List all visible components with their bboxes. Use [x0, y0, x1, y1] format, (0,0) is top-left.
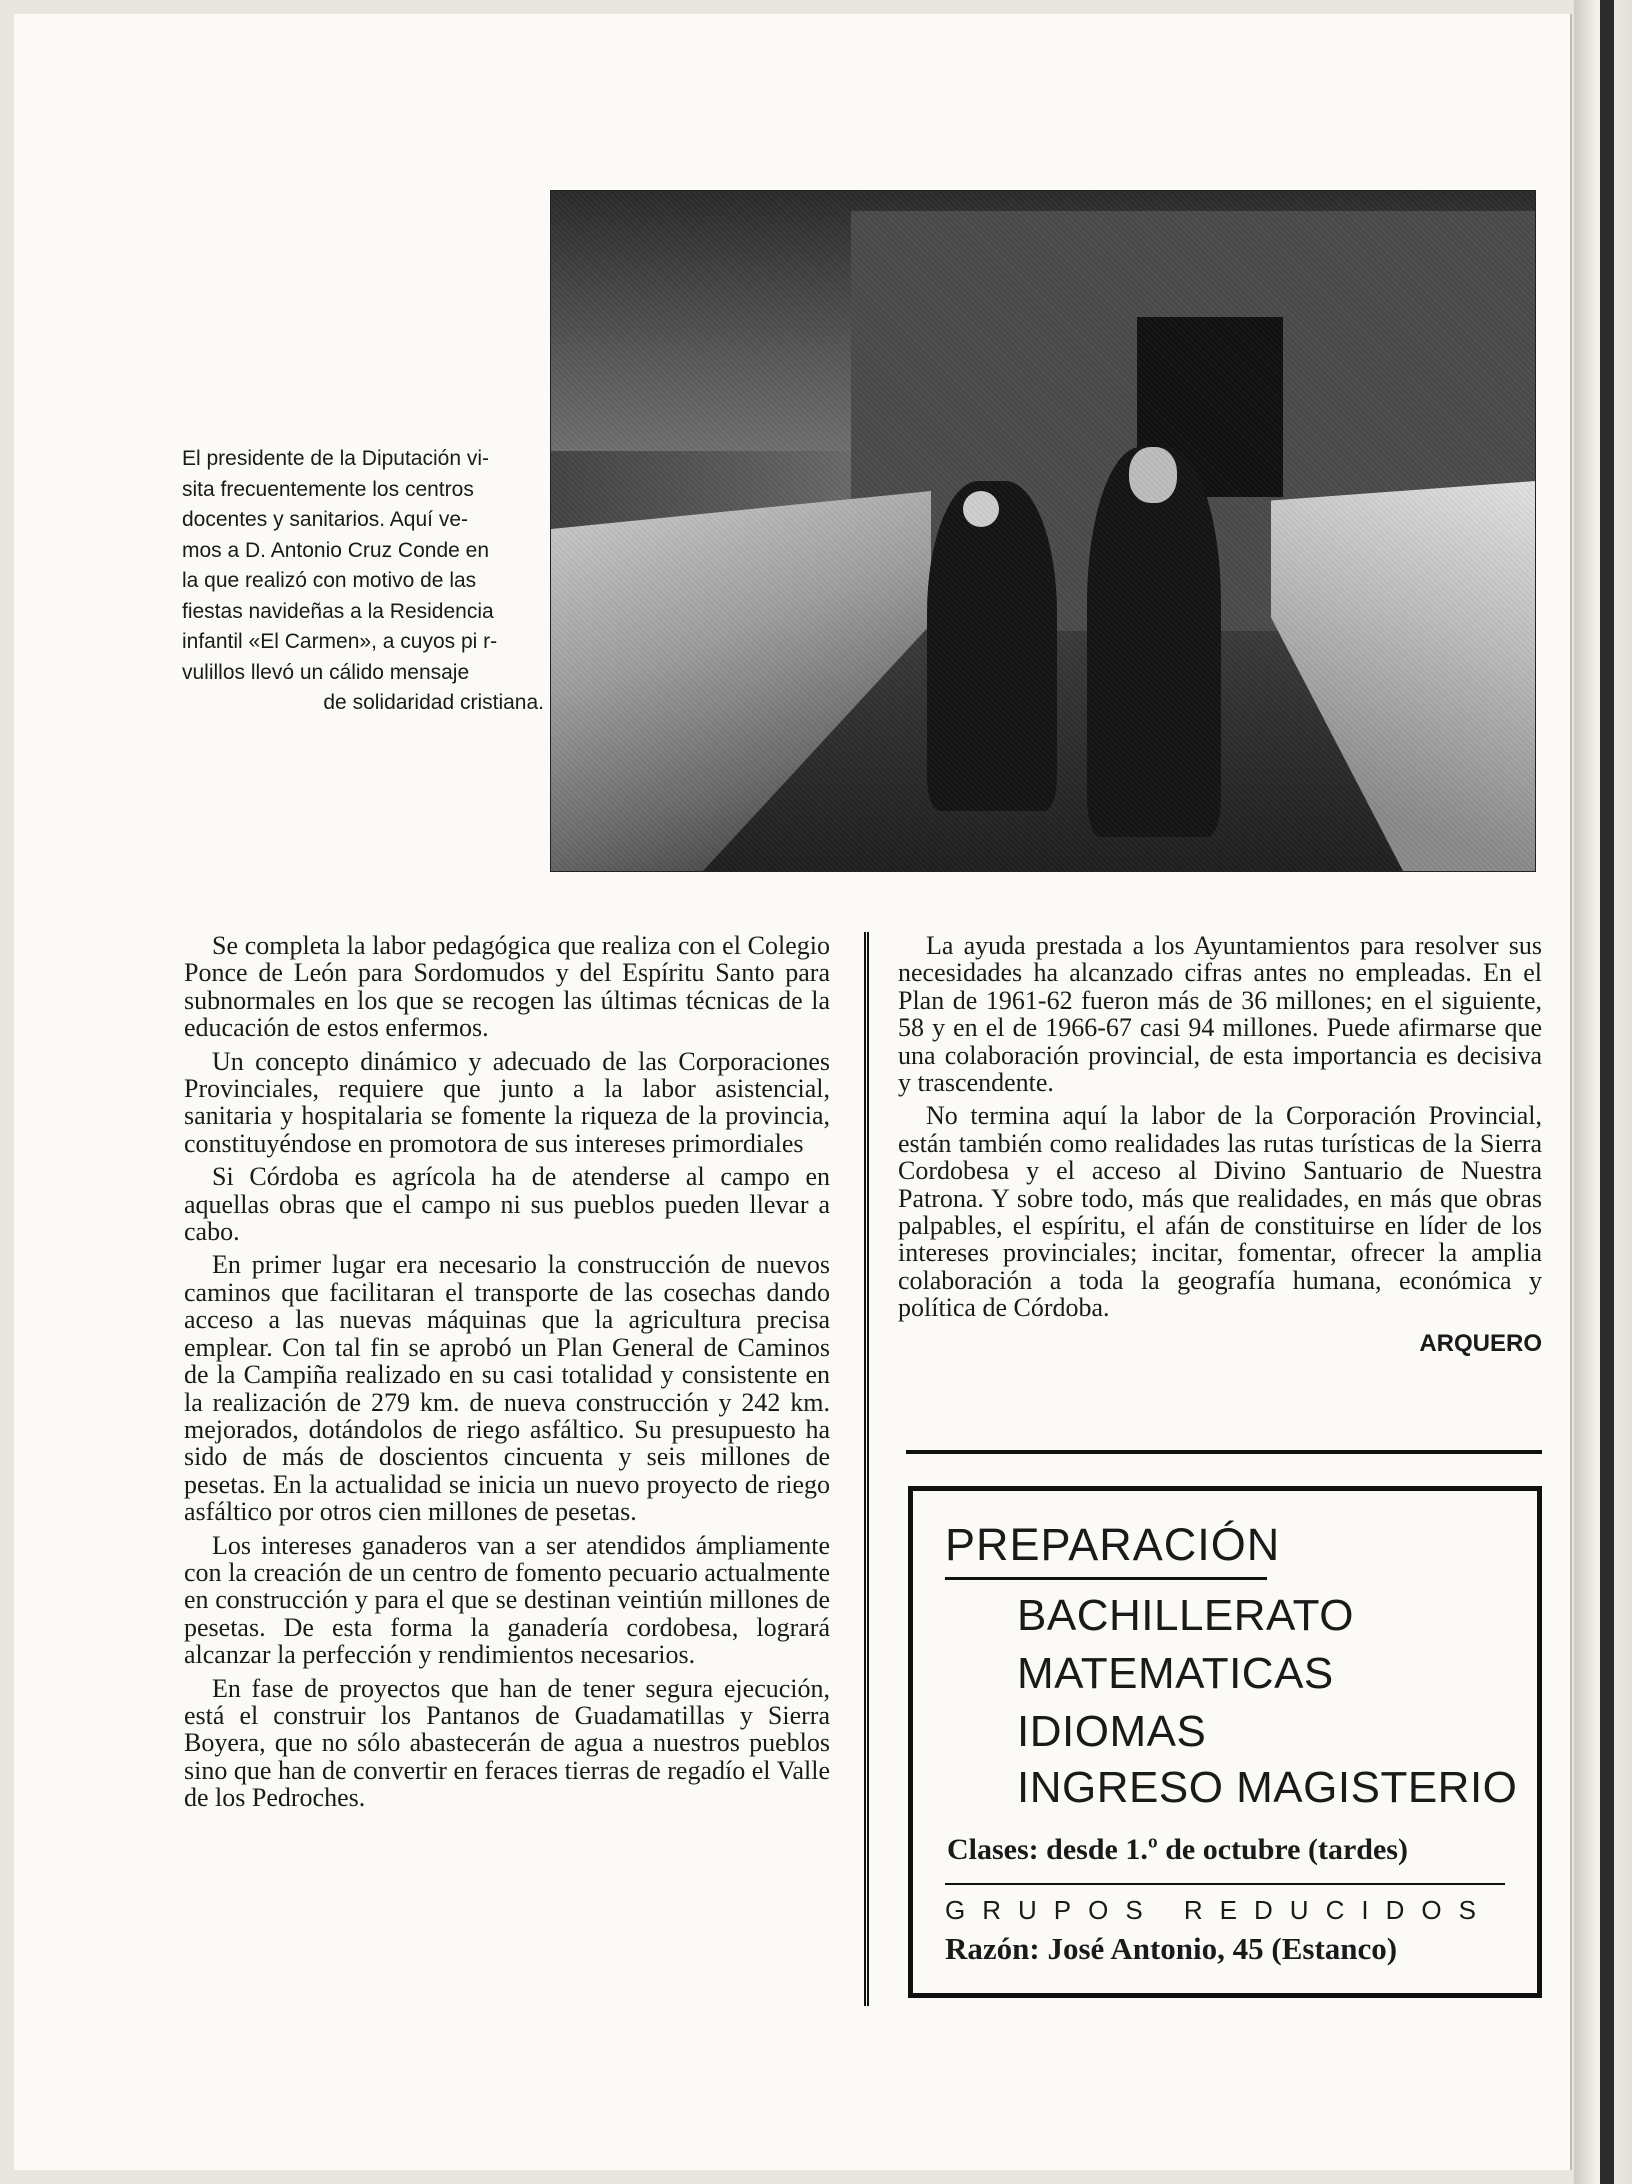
caption-line: fiestas navideñas a la Residencia [182, 599, 494, 623]
left-column [184, 932, 830, 1818]
paragraph: La ayuda prestada a los Ayuntamientos para resolver sus necesidades ha alcanzado cifras antes no empleadas. En el Plan de 1961-62 fueron más de 36 millones; en el siguiente, 58 y en el de 1966-67 casi 94 millones. Puede afirmarse que una colaboración provincial, de esta importancia es decisiva y trascendente. [898, 931, 1542, 1098]
right-column [898, 932, 1542, 1357]
ad-headline: PREPARACIÓN [945, 1519, 1281, 1570]
caption-line: sita frecuentemente los centros [182, 477, 474, 501]
magazine-page [14, 14, 1572, 2170]
ad-subject: IDIOMAS [1017, 1707, 1207, 1756]
caption-line: infantil «El Carmen», a cuyos pi r- [182, 630, 498, 653]
ad-subject: MATEMATICAS [1017, 1649, 1334, 1698]
caption-line: mos a D. Antonio Cruz Conde en [182, 538, 490, 562]
paragraph: En fase de proyectos que han de tener segura ejecución, está el construir los Pantanos de Guadamatillas y Sierra Boyera, que no sólo abastecerán de agua a nuestros pueblos sino que han de convertir en feraces tierras de regadío el Valle de los Pedroches. [184, 1673, 830, 1813]
ad-groups: GRUPOS REDUCIDOS [945, 1895, 1493, 1925]
caption-line: de solidaridad cristiana. [323, 691, 544, 714]
binding-shadow [1600, 0, 1614, 2184]
paragraph: Se completa la labor pedagógica que realiza con el Colegio Ponce de León para Sordomudos y del Espíritu Santo para subnormales en los que se recogen las últimas técnicas de la educación de estos enfermos. [184, 931, 830, 1043]
caption-line: la que realizó con motivo de las [182, 569, 477, 592]
caption-line: vulillos llevó un cálido mensaje [182, 660, 470, 684]
paragraph: Si Córdoba es agrícola ha de atenderse al campo en aquellas obras que el campo ni sus pueblos pueden llevar a cabo. [184, 1162, 830, 1247]
ad-headline-underline [945, 1577, 1267, 1580]
dormitory-photo [550, 190, 1536, 872]
ad-subject: INGRESO MAGISTERIO [1017, 1763, 1518, 1812]
paragraph: Los intereses ganaderos van a ser atendidos ámpliamente con la creación de un centro de fomento pecuario actualmente en construcción y para el que se destinan veintiún millones de pesetas. De esta forma la ganadería cordobesa, logrará alcanzar la perfección y rendimientos necesarios. [184, 1530, 830, 1670]
photo-caption [182, 444, 544, 719]
column-divider [864, 932, 869, 2006]
ad-address: Razón: José Antonio, 45 (Estanco) [945, 1931, 1398, 1966]
paragraph: Un concepto dinámico y adecuado de las Corporaciones Provinciales, requiere que junto a la labor asistencial, sanitaria y hospitalaria se fomente la riqueza de la provincia, constituyéndose en promotora de sus intereses primordiales [184, 1046, 830, 1158]
ad-inner-rule [945, 1883, 1505, 1885]
photo-grain [551, 191, 1535, 871]
ad-top-rule [906, 1450, 1542, 1454]
ad-subject: BACHILLERATO [1017, 1591, 1354, 1640]
author-signature: ARQUERO [1419, 1329, 1542, 1357]
ad-classes: Clases: desde 1.º de octubre (tardes) [947, 1833, 1408, 1866]
paragraph: En primer lugar era necesario la construcción de nuevos caminos que facilitaran el transporte de las cosechas dando acceso a las nuevas máquinas que la agricultura precisa emplear. Con tal fin se aprobó un Plan General de Caminos de la Campiña realizado en su casi totalidad y consistente en la realización de 279 km. de nueva construcción y 242 km. mejorados, dotándolos de riego asfáltico. Su presupuesto ha sido de más de doscientos cincuenta y seis millones de pesetas. En la actualidad se inicia un nuevo proyecto de riego asfáltico por otros cien millones de pesetas. [184, 1250, 830, 1527]
advertisement-box [908, 1486, 1542, 1998]
caption-line: El presidente de la Diputación vi- [182, 447, 490, 470]
paragraph: No termina aquí la labor de la Corporación Provincial, están también como realidades las rutas turísticas de la Sierra Cordobesa y el acceso al Divino Santuario de Nuestra Patrona. Y sobre todo, más que realidades, en más que obras palpables, el espíritu, el afán de constituirse en líder de los intereses provinciales; incitar, fomentar, ofrecer la amplia colaboración a toda la geografía humana, económica y política de Córdoba. [898, 1101, 1542, 1323]
caption-line: docentes y sanitarios. Aquí ve- [182, 508, 468, 531]
